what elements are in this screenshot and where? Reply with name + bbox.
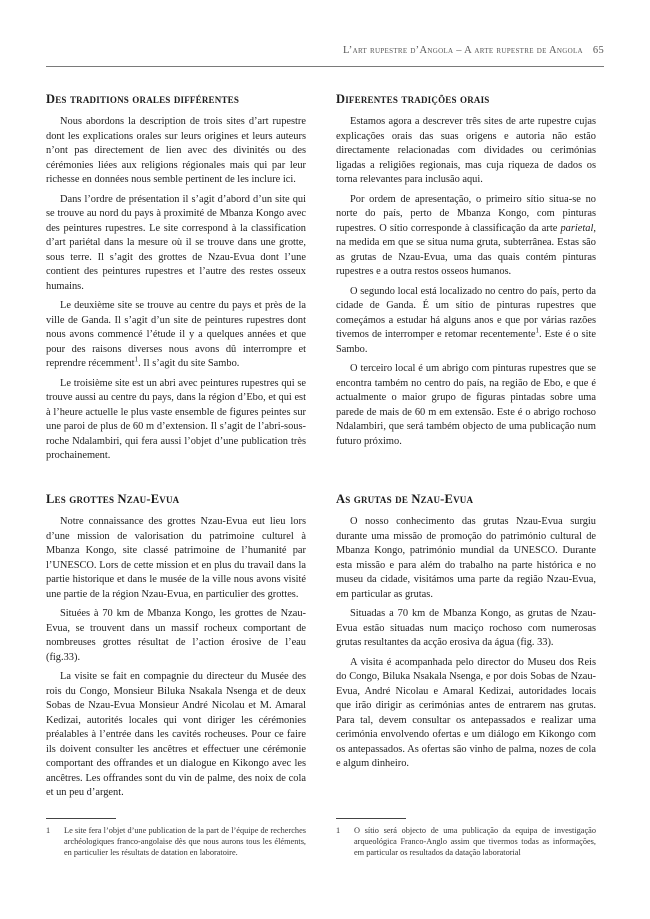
footnote (46, 825, 306, 859)
french-section-oral-traditions (46, 92, 306, 469)
portuguese-section-nzau-evua (336, 492, 596, 777)
footnote-number: 1 (46, 826, 51, 835)
section-heading: Diferentes tradições orais (336, 92, 490, 106)
paragraph: O terceiro local é um abrigo com pinturas rupestres que se encontra também no centro do país, na região de Ebo, e que é actualmente o maior grupo de figuras pintadas sobre uma parede de mais de 60 m em extensão. Este é o abrigo rochoso Ndalambiri, que será também objecto de uma publicação num futuro próximo. (336, 363, 596, 447)
footnote (336, 825, 596, 859)
header-rule (46, 66, 604, 67)
page-number: 65 (592, 45, 604, 56)
paragraph: Situadas a 70 km de Mbanza Kongo, as grutas de Nzau-Evua estão situadas num maciço rochoso com numerosas grutas resultantes da acção erosiva da água (fig. 33). (336, 608, 596, 648)
footnote-rule (336, 818, 406, 819)
running-title: L’art rupestre d’Angola – A arte rupestre de Angola (343, 45, 583, 56)
footnote-text: Le site fera l’objet d’une publication de la part de l’équipe de recherches archéologiques franco-angolaise dès que nous aurons tous les éléments, en particulier les résultats de datation en laboratoire. (64, 826, 306, 858)
paragraph: Le troisième site est un abri avec peintures rupestres qui se trouve aussi au centre du pays, dans la région d’Ebo, et qui est à l’heure actuelle le plus vaste ensemble de figures peintes sur une paroi de plus de 60 m d’extension. Il s’agit de l’abri-sous-roche Ndalambiri, qui fera aussi l’objet d’une publication très prochainement. (46, 377, 306, 461)
paragraph: Estamos agora a descrever três sites de arte rupestre cujas explicações orais das suas origens e autoria não estão directamente relacionadas com dividades ou cerimónias ligadas a religiões regionais, mas cuja riqueza de dados os torna relevantes para inclusão aqui. (336, 116, 596, 185)
section-heading: As grutas de Nzau-Evua (336, 492, 474, 506)
footnote-text: O sítio será objecto de uma publicação da equipa de investigação arqueológica Franco-Anglo assim que tivermos todas as informações, em particular os resultados da datação laboratorial (354, 826, 596, 858)
paragraph-text: O segundo local está localizado no centro do país, perto da cidade de Ganda. É um sítio de pinturas rupestres que começámos a estudar há alguns anos e que por várias razões tivemos de interromper e retomar recentemente (336, 285, 596, 340)
portuguese-section-oral-traditions (336, 92, 596, 454)
paragraph-text: Le deuxième site se trouve au centre du pays et près de la ville de Ganda. Il s’agit d’un site de peintures rupestres dont nous avons commencé l’étude il y a quelques années et que pour des raisons diverses nous avons dû interrompre et reprendre récemment (46, 300, 306, 369)
running-head (343, 45, 604, 56)
paragraph: O nosso conhecimento das grutas Nzau-Evua surgiu durante uma missão de promoção do património cultural de Mbanza Kongo, património mundial da UNESCO. Durante esta missão e para além do trabalho na parte histórica e no museu da cidade, visitámos uma parte da região Nzau-Evua, em particular as grutas. (336, 516, 596, 600)
french-footnote (46, 818, 306, 859)
paragraph: Nous abordons la description de trois sites d’art rupestre dont les explications orales sur leurs origines et leurs auteurs n’ont pas directement de lien avec des divinités ou des cérémonies liées aux religions régionales mais qui par leur richesse en données nous semble pertinent de les inclure ici. (46, 116, 306, 185)
paragraph (46, 299, 306, 372)
paragraph: Situées à 70 km de Mbanza Kongo, les grottes de Nzau-Evua, se trouvent dans un massif rocheux comportant de nombreuses grottes résultat de l’action érosive de l’eau (fig.33). (46, 608, 306, 663)
paragraph: La visite se fait en compagnie du directeur du Musée des rois du Congo, Monsieur Biluka Nsakala Nsenga et de deux Sobas de Nzau-Evua Monsieur André Nicolau et M. Amaral Kedizai, autorités locales qui vont diriger les cérémonies préalables à l’entrée dans les cavités rocheuses. Pour ce faire ils doivent consulter les ancêtres et effectuer une cérémonie comportant des offrandes et un dialogue en Kikongo avec les ancêtres. Les offrandes sont du vin de palme, des noix de cola et un peu d’argent. (46, 671, 306, 798)
paragraph-text: . Este é o site Sambo. (336, 329, 596, 355)
portuguese-footnote (336, 818, 596, 859)
paragraph-text: . Il s’agit du site Sambo. (138, 358, 240, 369)
italic-term: parietal (560, 222, 594, 234)
paragraph (336, 285, 596, 358)
section-heading: Des traditions orales différentes (46, 92, 240, 106)
paragraph (336, 193, 596, 280)
paragraph-text: Por ordem de apresentação, o primeiro sítio situa-se no norte do país, perto de Mbanza Kongo, com pinturas rupestres. O sítio corresponde à classificação da arte (336, 193, 596, 234)
footnote-number: 1 (336, 826, 341, 835)
footnote-ref[interactable]: 1 (134, 355, 139, 364)
paragraph-text: , na medida em que se situa numa gruta, subterrânea. Estas são as grutas de Nzau-Evua, uma das quais contém pinturas rupestres e a outra restos osseos humanos. (336, 222, 596, 277)
footnote-rule (46, 818, 116, 819)
section-heading: Les grottes Nzau-Evua (46, 492, 180, 506)
paragraph: A visita é acompanhada pelo director do Museu dos Reis do Congo, Biluka Nsakala Nsenga, e por dois Sobas de Nzau-Evua, André Nicolau e Amaral Kedizai, autoridades locais que irão dirigir as cerimónias antes de entrarem nas grutas. Para tal, devem consultar os antepassados e realizar uma cerimónia envolvendo ofertas e um diálogo em Kikongo com os antepassados. As ofertas são vinho de palma, nozes de cola e algum dinheiro. (336, 656, 596, 769)
footnote-ref[interactable]: 1 (535, 326, 539, 335)
french-section-nzau-evua (46, 492, 306, 806)
paragraph: Notre connaissance des grottes Nzau-Evua eut lieu lors d’une mission de valorisation du patrimoine culturel à Mbanza Kongo, site classé patrimoine de l’humanité par l’UNESCO. Lors de cette mission et en plus du travail dans la partie historique et dans le musée de la ville nous avons visité une partie de la région Nzau-Evua, en particulier des grottes. (46, 516, 306, 600)
paragraph: Dans l’ordre de présentation il s’agit d’abord d’un site qui se trouve au nord du pays à proximité de Mbanza Kongo avec des peintures rupestres. Le site correspond à la classification d’art pariétal dans la mesure où il se trouve dans une grotte, sous terre. Il s’agit des grottes de Nzau-Evua dont l’une contient des peintures rupestres et l’autre des restes osseux humains. (46, 193, 306, 292)
